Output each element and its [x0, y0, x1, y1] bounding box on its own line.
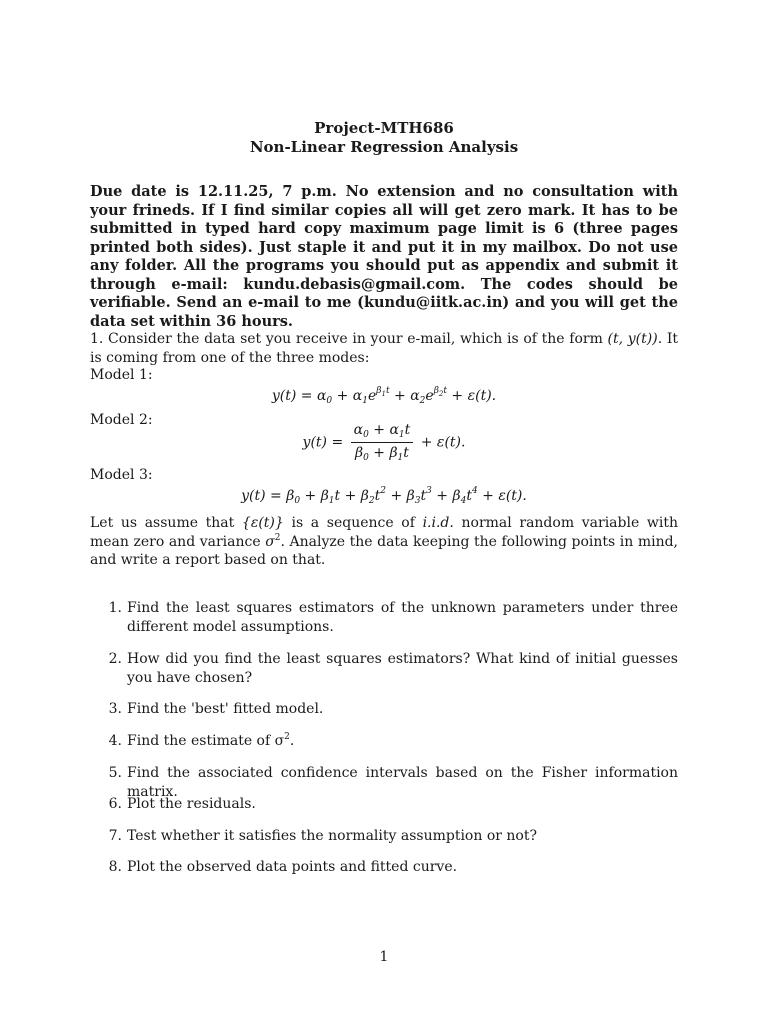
assumption-text-4: . Analyze the data keeping the following points in mind, and write a report based on that.: [90, 533, 679, 568]
document-title: Project-MTH686: [314, 119, 454, 137]
model-3-label: Model 3:: [90, 467, 153, 483]
intro-text-before: 1. Consider the data set you receive in your e-mail, which is of the form: [90, 331, 608, 347]
assumption-text-3: normal random variable with mean zero and variance: [90, 515, 678, 550]
assumption-text-1: Let us assume that: [90, 515, 242, 531]
model-2-equation: y(t) = $\frac{\alpha_0 + \alpha_1t}{\beta_0 + \beta_1t}$ + ε(t).: [302, 422, 466, 463]
document-page: Project-MTH686 Non-Linear Regression Analysis Due date is 12.11.25, 7 p.m. No extension and no consultation with your frineds. If I find similar copies all will get zero mark. It has to be submitted in typed hard copy maximum page limit is 6 (three pages printed both sides). Just staple it and put it in my mailbox. Do not use any folder. All the programs you should put as appendix and submit it through e-mail: kundu.debasis@gmail.com. The codes should be verifiable. Send an e-mail to me (kundu@iitk.ac.in) and you will get the data set within 36 hours. 1. Consider the data set you receive in your e-mail, which is of the form (t, y(t)). It is coming from one of the three modes: Model 1: $y(t) = \alpha_0 + \alpha_1e^{\beta_1t} + \alpha_2e^{\beta_2t} + \varepsilon(t)$. Model 2: y(t) = $\frac{\alpha_0 + \alpha_1t}{\beta_0 + \beta_1t}$ + ε(t). Model 3: $y(t) = \beta_0 + \beta_1t + \beta_2t^2 + \beta_3t^3 + \beta_4t^4 + \varepsilon(t)$. Let us assume that {ε(t)} is a sequence of i.i.d. normal random variable with mean zero and variance $\sigma^2$. Analyze the data keeping the following points in mind, and write a report based on that. 1. Find the least squares estimators of the unknown parameters under three different model assumptions. 2. How did you find the least squares estimators? What kind of initial guesses you have chosen? 3. Find the 'best' fitted model. 4. Find the estimate of $\sigma^2$. 5. Find the associated confidence intervals based on the Fisher information matrix. 6. Plot the residuals. 7. Test whether it satisfies the normality assumption or not? 8. Plot the observed data points and fitted curve. 1: [0, 0, 768, 1024]
document-subtitle: Non-Linear Regression Analysis: [249, 138, 519, 156]
error-sequence: {ε(t)}: [241, 515, 284, 531]
model-3-equation: $y(t) = \beta_0 + \beta_1t + \beta_2t^2 + \beta_3t^3 + \beta_4t^4 + \varepsilon(t)$.: [241, 486, 527, 506]
model-1-label: Model 1:: [90, 367, 153, 383]
model-1-equation: $y(t) = \alpha_0 + \alpha_1e^{\beta_1t} + \alpha_2e^{\beta_2t} + \varepsilon(t)$.: [271, 386, 497, 406]
assumption-paragraph: Let us assume that {ε(t)} is a sequence of i.i.d. normal random variable with mean zero and variance $\sigma^2$. Analyze the data keeping the following points in mind, and write a report based on that.: [90, 515, 679, 568]
data-form: (t, y(t)): [607, 331, 658, 347]
assumption-text-2: is a sequence of: [283, 515, 423, 531]
sigma-symbol: σ: [265, 533, 275, 550]
intro-text-after: . It is coming from one of the three modes:: [90, 331, 678, 366]
submission-notice: Due date is 12.11.25, 7 p.m. No extension and no consultation with your frineds. If I find similar copies all will get zero mark. It has to be submitted in typed hard copy maximum page limit is 6 (three pages printed both sides). Just staple it and put it in my mailbox. Do not use any folder. All the programs you should put as appendix and submit it through e-mail: kundu.debasis@gmail.com. The codes should be verifiable. Send an e-mail to me (kundu@iitk.ac.in) and you will get the data set within 36 hours.: [90, 183, 678, 330]
model-2-label: Model 2:: [90, 412, 153, 428]
model-2-fraction: $\frac{\alpha_0 + \alpha_1t}{\beta_0 + \beta_1t}$: [351, 422, 414, 463]
iid-term: i.i.d.: [422, 515, 454, 531]
page-number: 1: [379, 949, 389, 965]
intro-paragraph: [90, 330, 678, 367]
task-text: Find the estimate of $\sigma^2$.: [127, 732, 295, 749]
